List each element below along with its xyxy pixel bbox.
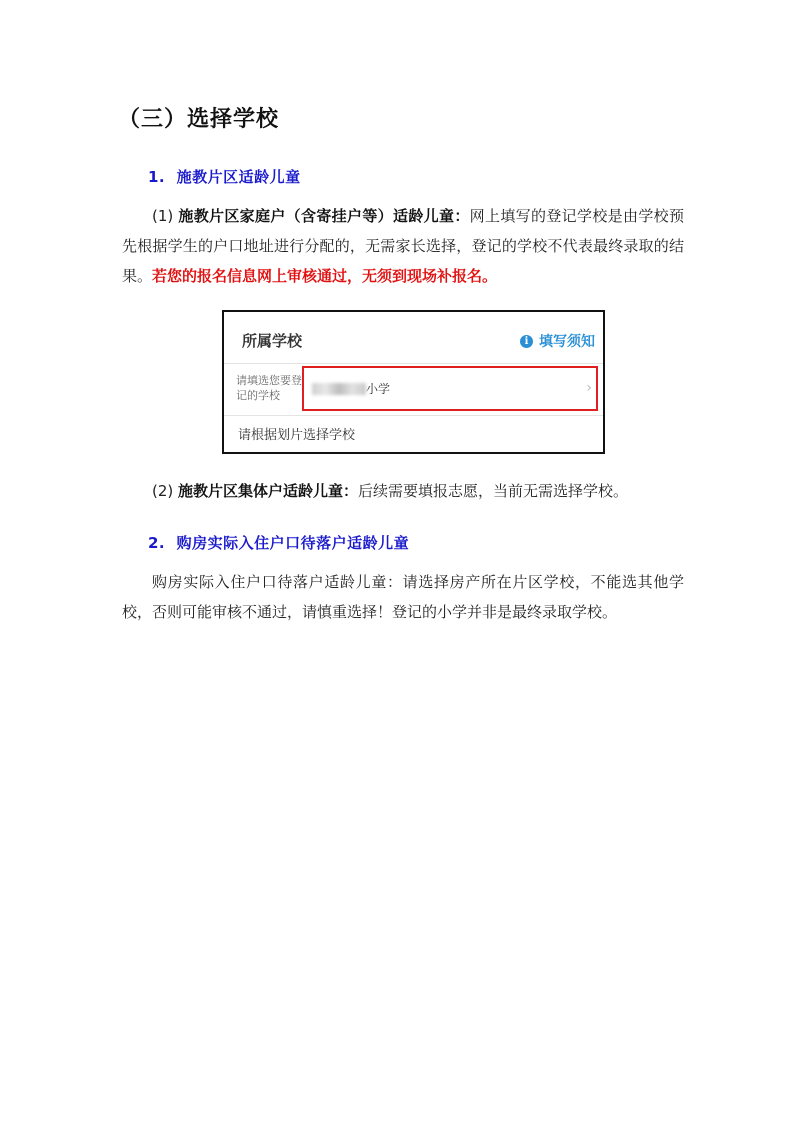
screenshot-title: 所属学校 bbox=[242, 332, 303, 350]
paragraph-family-household bbox=[122, 201, 684, 291]
blurred-school-name bbox=[312, 383, 366, 395]
paragraph-1-warning: 若您的报名信息网上审核通过，无须到现场补报名。 bbox=[152, 267, 498, 285]
chevron-right-icon: › bbox=[586, 380, 592, 396]
screenshot-header bbox=[224, 312, 603, 364]
sub-heading-2-title: 购房实际入住户口待落户适龄儿童 bbox=[176, 534, 410, 552]
school-selection-screenshot bbox=[222, 310, 605, 454]
fill-notice-label: 填写须知 bbox=[539, 334, 595, 350]
info-icon: i bbox=[520, 335, 533, 348]
selected-school-highlight[interactable] bbox=[302, 366, 598, 411]
paragraph-1-body: 网上填写的登记学校是由学校预先根据学生的户口地址进行分配的，无需家长选择，登记的学校不代表最终录取的结果。 bbox=[122, 207, 684, 285]
paragraph-2-lead: 施教片区集体户适龄儿童： bbox=[178, 482, 359, 500]
section-title: （三）选择学校 bbox=[118, 107, 280, 132]
selected-school-name: 小学 bbox=[366, 382, 391, 396]
paragraph-2-body: 后续需要填报志愿，当前无需选择学校。 bbox=[358, 482, 629, 500]
paragraph-purchased-housing bbox=[122, 567, 684, 627]
school-select-label: 请填选您要登记的学校 bbox=[236, 374, 302, 402]
sub-heading-1-title: 施教片区适龄儿童 bbox=[176, 168, 301, 186]
sub-heading-1-number: 1. bbox=[148, 168, 166, 186]
paragraph-2-number: (2) bbox=[152, 482, 174, 500]
fill-notice-link[interactable] bbox=[520, 331, 595, 351]
paragraph-3-body: 购房实际入住户口待落户适龄儿童：请选择房产所在片区学校，不能选其他学校，否则可能审核不通过，请慎重选择！登记的小学并非是最终录取学校。 bbox=[122, 573, 684, 621]
sub-heading-1 bbox=[148, 166, 301, 187]
paragraph-collective-household bbox=[122, 476, 684, 506]
paragraph-1-lead: 施教片区家庭户（含寄挂户等）适龄儿童： bbox=[178, 207, 470, 225]
sub-heading-2-number: 2. bbox=[148, 534, 166, 552]
sub-heading-2 bbox=[148, 532, 409, 553]
screenshot-footer-hint: 请根据划片选择学校 bbox=[238, 428, 356, 443]
school-select-row[interactable] bbox=[224, 364, 603, 416]
paragraph-1-number: (1) bbox=[152, 207, 174, 225]
